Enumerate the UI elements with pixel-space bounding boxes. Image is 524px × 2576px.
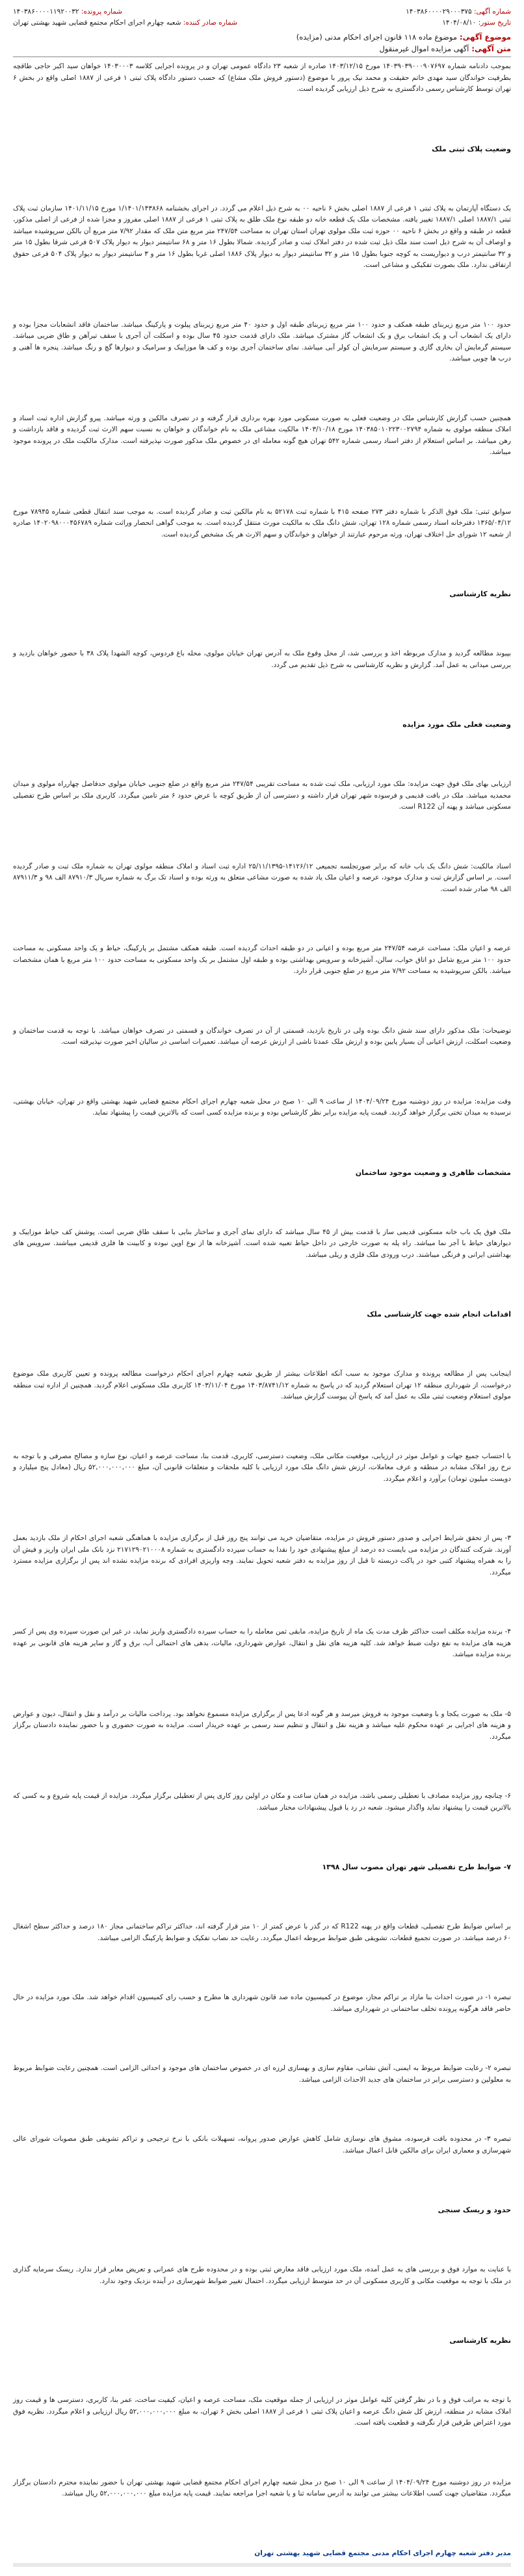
- case-number-label: شماره پرونده:: [81, 8, 123, 16]
- notice-subject-text: موضوع ماده ۱۱۸ قانون اجرای احکام مدنی (مزایده): [296, 32, 458, 42]
- notice-title: [13, 43, 511, 55]
- body-paragraph: ۴- برنده مزایده مکلف است حداکثر ظرف مدت یک ماه از تاریخ مزایده، مابقی ثمن معامله را به حساب سپرده دادگستری واریز نماید، در غیر این صورت سپرده وی پس از کسر هزینه های مزایده به نفع دولت ضبط خواهد شد. کلیه هزینه های نقل و انتقال، عوارض شهرداری، مالیات، بدهی های احتمالی آب، برق و گاز و سایر هزینه های قانونی بر عهده برنده مزایده میباشد.: [13, 1628, 511, 1658]
- notice-title-label: متن آگهی:: [471, 44, 511, 53]
- body-paragraph: بموجب دادنامه شماره ۱۴۰۳۹۰۳۹۰۰۰۹۰۷۶۹۷ مورخ ۱۴۰۳/۱۲/۱۵ صادره از شعبه ۲۳ دادگاه عمومی تهران و در پرونده اجرایی کلاسه ۱۴۰۳۰۰۰۳ خواهان سید اکبر حاجی طاقچه بطرفیت خواندگان سید مهدی خاتم حقیقت و محمد نیک پرور با موضوع (دستور فروش ملک مشاع) که حسب دستور دادگاه پلاک ثبتی ۱ فرعی از ۱۸۸۷ اصلی واقع در بخش ۶ تهران توسط کارشناس رسمی دادگستری به شرح ذیل ارزیابی گردیده است.: [13, 62, 511, 93]
- notice-number-row: [406, 6, 511, 18]
- case-number-row: [13, 6, 237, 18]
- issuer-row: [13, 18, 237, 29]
- issuer-value: شعبه چهارم اجرای احکام مجتمع قضایی شهید بهشتی تهران: [13, 19, 181, 27]
- body-paragraph: ۵- ملک به صورت یکجا و با وضعیت موجود به فروش میرسد و هر گونه ادعا پس از برگزاری مزایده مسموع نخواهد بود. پرداخت مالیات بر درآمد و نقل و انتقال، دیون و عوارض و هزینه های اجرایی بر عهده محکوم علیه میباشد و هزینه نقل و انتقال و تنظیم سند رسمی بر عهده خریدار است. مزایده به صورت حضوری و با حضور نماینده دادستان برگزار میگردد.: [13, 1710, 511, 1741]
- section-heading: اقدامات انجام شده جهت کارشناسی ملک: [367, 1310, 511, 1319]
- body-paragraph: بپیوند مطالعه گردید و مدارک مربوطه اخذ و بررسی شد، از محل وقوع ملک به آدرس تهران خیابان مولوی، محله باغ فردوس، کوچه الشهدا پلاک ۳۸ با حضور خواهان بازدید و بررسی میدانی به عمل آمد. گزارش و نظریه کارشناسی به شرح ذیل تقدیم می گردد.: [13, 650, 511, 669]
- notice-subject: [13, 31, 511, 43]
- body-paragraph: عرصه و اعیان ملک: مساحت عرصه ۲۴۷/۵۴ متر مربع بوده و اعیانی در دو طبقه احداث گردیده است. طبقه همکف مشتمل بر پارکینگ، حیاط و یک واحد مسکونی به مساحت حدود ۱۰۰ متر مربع شامل دو اتاق خواب، سالن، آشپزخانه و سرویس بهداشتی بوده و طبقه اول مشتمل بر یک واحد مسکونی به مساحت حدود ۱۰۰ متر مربع با همان مشخصات میباشد. بالکن سرپوشیده به مساحت ۷/۹۲ متر مربع در ضلع جنوبی قرار دارد.: [13, 944, 511, 975]
- body-paragraph: اسناد مالکیت: شش دانگ یک باب خانه که برابر صورتجلسه تجمیعی ۱۴۱۲۶/۱۲-۲۵/۱۱/۱۳۹۵ اداره ثبت اسناد و املاک منطقه مولوی تهران به شماره ملک ثبت و صادر گردیده است. بر اساس گزارش ثبت و مدارک موجود، عرصه و اعیان ملک یاد شده به صورت مشاعی متعلق به ورثه بوده و اسناد تک برگ به شماره سریال ۸۷۹۱۰/۳ الف ۹۸ و ۸۷۹۱۱/۳ الف ۹۸ صادر شده است.: [13, 862, 511, 893]
- notice-number-value: ۱۴۰۳۸۶۰۰۰۰۲۹۰۰۰۳۷۵: [406, 8, 472, 16]
- issue-date-row: [406, 18, 511, 29]
- notice-number-label: شماره آگهی:: [473, 8, 511, 16]
- issue-date-value: ۱۴۰۴/۰۸/۱۰: [442, 19, 477, 27]
- page-footer-strip: [13, 2563, 511, 2567]
- section-heading: وضعیت پلاک ثبتی ملک: [432, 144, 511, 153]
- notice-header: [13, 6, 511, 29]
- body-paragraph: تبصره ۲- رعایت ضوابط مربوط به ایمنی، آتش نشانی، مقاوم سازی و بهسازی لرزه ای در خصوص ساختمان های موجود و احداثی الزامی است. همچنین رعایت ضوابط مربوط به معلولین و دسترسی برابر در ساختمان های جدید الاحداث الزامی میباشد.: [13, 2064, 511, 2084]
- issue-date-label: تاریخ ستور:: [478, 19, 511, 27]
- notice-body: [13, 61, 511, 2559]
- issuer-label: شماره صادر کننده:: [183, 19, 237, 27]
- header-right: [406, 6, 511, 29]
- body-paragraph: توضیحات: ملک مذکور دارای سند شش دانگ بوده ولی در تاریخ بازدید، قسمتی از آن در تصرف خواندگان و قسمتی در تصرف خواهان میباشد. با توجه به قدمت ساختمان و وضعیت اسکلت، ارزش اعیانی آن بسیار پایین بوده و ارزش ملک عمدتا ناشی از ارزش عرصه آن میباشد. تعمیرات اساسی در سالیان اخیر صورت نپذیرفته است.: [13, 1026, 511, 1046]
- body-paragraph: بر اساس ضوابط طرح تفصیلی، قطعات واقع در پهنه R122 که در گذر با عرض کمتر از ۱۰ متر قرار گرفته اند، حداکثر تراکم ساختمانی مجاز ۱۸۰ درصد و حداکثر سطح اشغال ۶۰ درصد میباشد. در صورت تجمیع قطعات، تشویقی طبق ضوابط مربوطه اعمال میگردد. رعایت حد نصاب تفکیک و ضوابط پارکینگ الزامی میباشد.: [13, 1923, 511, 1942]
- section-heading: ۷- ضوابط طرح تفصیلی شهر تهران مصوب سال ۱۳۹۸: [322, 1863, 511, 1871]
- body-paragraph: یک دستگاه آپارتمان به پلاک ثبتی ۱ فرعی از ۱۸۸۷ اصلی بخش ۶ ناحیه ۰۰ به شرح ذیل اعلام می گردد. در اجرای بخشنامه ۱/۱۴۰۱/۱۴۳۸۶۸ مورخ ۱۴۰۱/۱۱/۱۵ سازمان ثبت پلاک ثبتی ۱۸۸۷/۱ اصلی ۱۸۸۷/۱ تغییر یافته. مشخصات ملک یک قطعه خانه دو طبقه نوع ملک طلق به پلاک ثبتی ۱ فرعی از ۱۸۸۷ اصلی مفروز و مجزا شده از فرعی از اصلی مذکور، قطعه در طبقه و واقع در بخش ۶ ناحیه ۰۰ حوزه ثبت ملک مولوی تهران استان تهران به مساحت ۲۴۷/۵۴ متر مربع متن ملک که مقدار ۷/۹۲ متر مربع آن بالکن سرپوشیده میباشد و اوصاف آن به شرح ذیل است سند ملک ذیل ثبت شده در دفتر املاک ثبت و صادر گردیده. شمالا بطول ۱۶ متر و ۶۸ سانتیمتر دیوار به دیوار پلاک ۵۰۷ فرعی شرقا بطول ۱۵ متر و ۳۲ سانتیمتر درب و دیواریست به کوچه جنوبا بطول ۱۵ متر و ۳۲ سانتیمتر دیوار به دیوار پلاک ۱۸۸۶ اصلی غربا بطول ۱۶ متر و ۳ سانتیمتر دیوار به دیوار پلاک ۵۰۴ فرعی حقوق ارتفاقی ندارد. ملک بصورت تفکیکی و مشاعی است.: [13, 204, 512, 269]
- section-heading: حدود و ریسک سنجی: [438, 2206, 511, 2214]
- section-heading: مشخصات ظاهری و وضعیت موجود ساختمان: [355, 1168, 511, 1177]
- case-number-value: ۱۴۰۳۸۶۰۰۰۰۱۱۹۲۰۰۳۲: [13, 8, 79, 16]
- notice-title-text: آگهی مزایده اموال غیرمنقول: [379, 44, 469, 53]
- body-paragraph: با توجه به مراتب فوق و با در نظر گرفتن کلیه عوامل موثر در ارزیابی از جمله موقعیت ملک، مساحت عرصه و اعیان، کیفیت ساخت، عمر بنا، کاربری، دسترسی ها و قیمت روز املاک مشابه در منطقه، ارزش کل شش دانگ عرصه و اعیان پلاک ثبتی ۱ فرعی از ۱۸۸۷ اصلی بخش ۶ تهران، به مبلغ ۵۲,۰۰۰,۰۰۰,۰۰۰ ریال ارزیابی و اعلام میگردد. نظریه فوق مورد اعتراض طرفین قرار نگرفته و قطعیت یافته است.: [13, 2396, 511, 2427]
- body-paragraph: مزایده در روز دوشنبه مورخ ۱۴۰۴/۰۹/۲۴ از ساعت ۹ الی ۱۰ صبح در محل شعبه چهارم اجرای احکام مجتمع قضایی شهید بهشتی تهران با حضور نماینده محترم دادستان برگزار میگردد. متقاضیان جهت کسب اطلاعات بیشتر می توانند به آدرس سامانه ثنا و یا شعبه اجرا مراجعه نمایند. قیمت پایه مزایده مبلغ ۵۲,۰۰۰,۰۰۰,۰۰۰ ریال میباشد.: [13, 2478, 512, 2497]
- section-heading: وضعیت فعلی ملک مورد مزایده: [402, 720, 511, 729]
- body-paragraph: با احتساب جمیع جهات و عوامل موثر در ارزیابی، موقعیت مکانی ملک، وضعیت دسترسی، کاربری، قدمت بنا، مساحت عرصه و اعیان، نوع سازه و مصالح مصرفی و با توجه به نرخ روز املاک مشابه در منطقه و عرف معاملات، ارزش شش دانگ ملک مورد ارزیابی با کلیه ملحقات و متعلقات قانونی آن، مبلغ ۵۲,۰۰۰,۰۰۰,۰۰۰ ریال (معادل پنج میلیارد و دویست میلیون تومان) برآورد و اعلام میگردد.: [13, 1452, 511, 1483]
- body-paragraph: ۶- چنانچه روز مزایده مصادف با تعطیلی رسمی باشد، مزایده در همان ساعت و مکان در اولین روز کاری پس از تعطیلی برگزار میگردد. مزایده از قیمت پایه شروع و به کسی که بالاترین قیمت را پیشنهاد نماید واگذار میشود. شعبه در رد یا قبول پیشنهادات مختار میباشد.: [13, 1792, 511, 1812]
- body-paragraph: تبصره ۳- در محدوده بافت فرسوده، مشوق های نوسازی شامل کاهش عوارض صدور پروانه، تسهیلات بانکی با نرخ ترجیحی و تراکم تشویقی طبق مصوبات شورای عالی شهرسازی و معماری ایران برای مالکین قابل اعمال میباشد.: [13, 2135, 511, 2154]
- body-paragraph: ارزیابی بهای ملک فوق جهت مزایده: ملک مورد ارزیابی، ملک ثبت شده به مساحت تقریبی ۲۴۷/۵۴ متر مربع واقع در ضلع جنوبی خیابان مولوی حدفاصل چهارراه مولوی و میدان محمدیه میباشد. ملک در بافت قدیمی و فرسوده شهر تهران قرار داشته و دسترسی آن از طریق کوچه با عرض حدود ۶ متر تامین میگردد. کاربری ملک بر اساس طرح تفصیلی مسکونی میباشد و پهنه آن R122 است.: [13, 780, 512, 811]
- header-left: [13, 6, 237, 29]
- body-paragraph: سوابق ثبتی: ملک فوق الذکر با شماره دفتر ۲۷۳ صفحه ۴۱۵ با شماره ثبت ۵۲۱۷۸ به نام مالکین ثبت و صادر گردیده است. به موجب سند انتقال قطعی شماره ۷۸۹۴۵ مورخ ۱۳۶۵/۰۴/۱۲ دفترخانه اسناد رسمی شماره ۱۲۸ تهران، شش دانگ ملک به مالکیت مورث منتقل گردیده است. به موجب گواهی انحصار وراثت شماره ۱۴۰۲۰۹۸۰۰۰۴۵۶۷۸۹ صادره از شعبه ۱۲ شورای حل اختلاف تهران، ورثه مرحوم عبارتند از خواهان و خواندگان و سهم الارث هر یک مشخص گردیده است.: [13, 507, 512, 538]
- body-paragraph: ملک فوق یک باب خانه مسکونی قدیمی ساز با قدمت بیش از ۴۵ سال میباشد که دارای نمای آجری و ساختار بنایی با سقف طاق ضربی است. پوشش کف حیاط موزاییک و دیوارهای حیاط با آجر نما میباشد. راه پله به صورت خارجی در داخل حیاط تعبیه شده است. آشپزخانه ها از نوع اوپن نبوده و کابینت ها فلزی قدیمی میباشند. سرویس های بهداشتی ایرانی و فرنگی میباشند. درب ورودی ملک فلزی و ریلی میباشد.: [13, 1228, 511, 1259]
- section-heading: نظریه کارشناسی: [449, 2336, 511, 2345]
- body-paragraph: با عنایت به موارد فوق و بررسی های به عمل آمده، ملک مورد ارزیابی فاقد معارض ثبتی بوده و در محدوده طرح های عمرانی و تعریض معابر قرار ندارد. ریسک سرمایه گذاری در ملک با توجه به موقعیت مکانی و کاربری مسکونی آن در حد متوسط ارزیابی میگردد. احتمال تغییر ضوابط شهرسازی در آینده نزدیک وجود ندارد.: [13, 2266, 511, 2285]
- body-paragraph: مدیر دفتر شعبه چهارم اجرای احکام مدنی مجتمع قضایی شهید بهشتی تهران: [254, 2549, 511, 2557]
- body-paragraph: تبصره ۱- در صورت احداث بنا مازاد بر تراکم مجاز، موضوع در کمیسیون ماده صد قانون شهرداری ها مطرح و حسب رای کمیسیون اقدام خواهد شد. ملک مورد مزایده در حال حاضر فاقد هرگونه پرونده تخلف ساختمانی در شهرداری میباشد.: [13, 1993, 511, 2013]
- body-paragraph: ۳- پس از تحقق شرایط اجرایی و صدور دستور فروش در مزایده، متقاضیان خرید می توانند پنج روز قبل از برگزاری مزایده با هماهنگی شعبه اجرای احکام از ملک بازدید بعمل آورند. شرکت کنندگان در مزایده می بایست ده درصد از مبلغ پیشنهادی خود را نقدا به حساب سپرده دادگستری به شماره ۲۱۷۱۲۹۰۲۱۰۰۰۸ نزد بانک ملی ایران واریز و فیش آن را به همراه پیشنهاد کتبی خود در پاکت دربسته تا قبل از روز مزایده به دفتر شعبه تحویل نمایند. وجه واریزی افرادی که برنده مزایده نشده اند پس از برگزاری مزایده مسترد میگردد.: [13, 1534, 511, 1576]
- notice-subject-label: موضوع آگهی:: [460, 32, 511, 42]
- body-paragraph: وقت مزایده: مزایده در روز دوشنبه مورخ ۱۴۰۴/۰۹/۲۴ از ساعت ۹ الی ۱۰ صبح در محل شعبه چهارم اجرای احکام مجتمع قضایی شهید بهشتی واقع در تهران، خیابان بهشتی، نرسیده به میدان تختی برگزار خواهد گردید. قیمت پایه مزایده برابر نظر کارشناس بوده و برنده مزایده کسی است که بالاترین قیمت را پیشنهاد نماید.: [13, 1097, 512, 1117]
- body-paragraph: همچنین حسب گزارش کارشناس ملک در وضعیت فعلی به صورت مسکونی مورد بهره برداری قرار گرفته و در تصرف مالکین و ورثه میباشد. پیرو گزارش اداره ثبت اسناد و املاک منطقه مولوی به شماره ۱۴۰۳۸۵۰۱۰۲۲۳۰۰۲۷۹۴ مورخ ۱۴۰۳/۱۰/۱۸ مالکیت مشاعی ملک به نام خواندگان و خواهان به نسبت سهم الارث ثبت گردیده و فاقد بازداشت و رهن میباشد. بر اساس استعلام از دفتر اسناد رسمی شماره ۵۴۲ تهران هیچ گونه معامله ای در خصوص ملک مذکور صورت نپذیرفته است. مدارک مالکیت ملک در پرونده موجود میباشد.: [13, 414, 511, 456]
- section-heading: نظریه کارشناسی: [449, 590, 511, 598]
- body-paragraph: حدود ۱۰۰ متر مربع زیربنای طبقه همکف و حدود ۱۰۰ متر مربع زیربنای طبقه اول و حدود ۴۰ متر مربع زیربنای پیلوت و پارکینگ میباشد. ساختمان فاقد انشعابات مجزا بوده و دارای یک انشعاب آب و یک انشعاب برق و یک انشعاب گاز مشترک میباشد. ملک دارای قدمت حدود ۴۵ سال بوده و اسکلت آن آجری با سقف تیرآهن و طاق ضربی میباشد. سیستم گرمایش آن بخاری گازی و سیستم سرمایش آن کولر آبی میباشد. نمای ساختمان آجری بوده و کف ها موزاییک و سرامیک و دیوارها گچ و رنگ میباشد. پنجره ها آهنی و درب ها چوبی میباشد.: [13, 320, 512, 362]
- body-paragraph: اینجانب پس از مطالعه پرونده و مدارک موجود به سبب آنکه اطلاعات بیشتر از طریق شعبه چهارم اجرای احکام درخواست مطالعه پرونده و تعیین کاربری ملک موضوع درخواست، از شهرداری منطقه ۱۲ تهران استعلام گردید که در پاسخ به شماره ۱۴۰۳/۸۷۴۱/۱۲ مورخ ۱۴۰۳/۱۱/۰۴ کاربری ملک مسکونی اعلام گردید. همچنین از اداره ثبت منطقه مولوی استعلام وضعیت ثبتی ملک به عمل آمد که پاسخ آن پیوست گزارش میباشد.: [13, 1370, 512, 1400]
